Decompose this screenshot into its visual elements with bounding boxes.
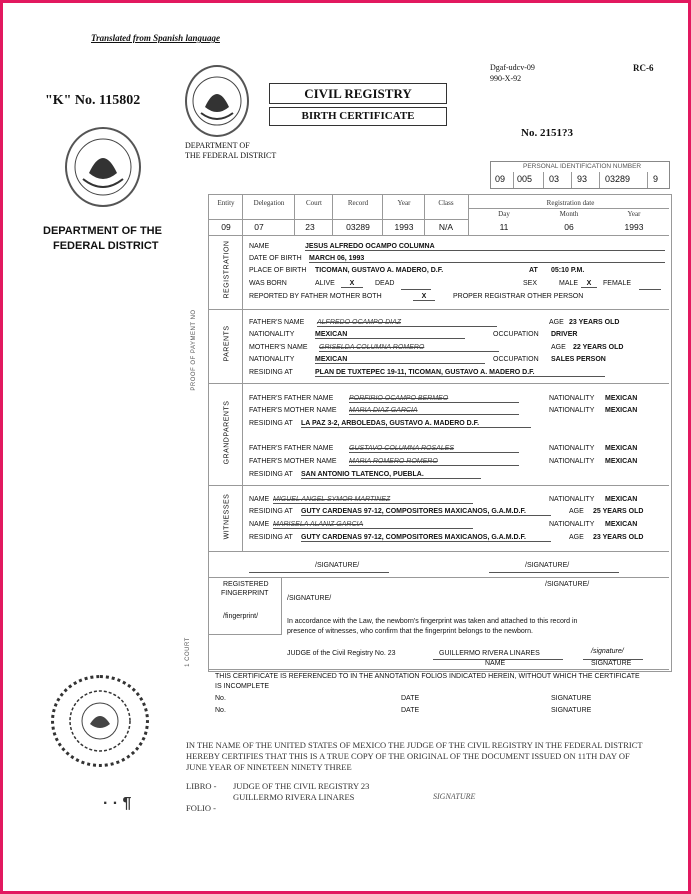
father-age-label: AGE <box>549 319 564 326</box>
civil-registry-title: CIVIL REGISTRY <box>269 83 447 104</box>
father-occ: DRIVER <box>551 331 578 338</box>
gp1-ff-nat: MEXICAN <box>605 395 638 402</box>
dept-big-1: DEPARTMENT OF THE <box>43 225 162 237</box>
w1-residing-label: RESIDING AT <box>249 508 293 515</box>
ref-code-1: Dgaf-udcv-09 <box>490 63 535 72</box>
reg-name-value: JESUS ALFREDO OCAMPO COLUMNA <box>305 243 665 251</box>
alive-label: ALIVE <box>315 280 335 287</box>
pin-entity: 09 <box>495 174 506 184</box>
val-entity: 09 <box>221 222 231 232</box>
footer-p1: IN THE NAME OF THE UNITED STATES OF MEXICO THE JUDGE OF THE CIVIL REGISTRY IN THE FEDERAL DISTRICT <box>186 740 643 750</box>
gp1-fm-nat: MEXICAN <box>605 407 638 414</box>
hdr-class: Class <box>438 199 454 207</box>
w2-nat: MEXICAN <box>605 521 638 528</box>
pob-value: TICOMAN, GUSTAVO A. MADERO, D.F. <box>315 267 444 274</box>
w1-residing-value: GUTY CARDENAS 97-12, COMPOSITORES MAXICANOS, G.A.M.D.F. <box>301 508 551 516</box>
gp2-fm-nat-label: NATIONALITY <box>549 458 595 465</box>
judge-signature: /signature/ <box>591 648 624 655</box>
hdr-day: Day <box>498 210 510 218</box>
footer-signature: SIGNATURE <box>433 792 476 801</box>
dead-label: DEAD <box>375 280 395 287</box>
w2-residing-value: GUTY CARDENAS 97-12, COMPOSITORES MAXICANOS, G.A.M.D.F. <box>301 534 551 542</box>
section-grandparents: GRANDPARENTS <box>223 400 231 465</box>
male-label: MALE <box>559 280 579 287</box>
national-seal-top <box>185 65 249 137</box>
mother-nat-value: MEXICAN <box>315 356 485 364</box>
at-value: 05:10 P.M. <box>551 267 585 274</box>
gp2-ff-value: GUSTAVO COLUMNA ROSALES <box>349 445 519 453</box>
name-caption: NAME <box>485 660 506 667</box>
w2-nat-label: NATIONALITY <box>549 521 595 528</box>
birth-certificate-title: BIRTH CERTIFICATE <box>269 107 447 126</box>
gp2-residing-label: RESIDING AT <box>249 471 293 478</box>
parents-residing-label: RESIDING AT <box>249 369 293 376</box>
dept-small-1: DEPARTMENT OF <box>185 141 250 150</box>
footer-judge: JUDGE OF THE CIVIL REGISTRY 23 <box>233 781 370 791</box>
val-delegation: 07 <box>254 222 264 232</box>
female-label: FEMALE <box>603 280 632 287</box>
gp2-fm-label: FATHER'S MOTHER NAME <box>249 458 337 465</box>
born-label: WAS BORN <box>249 280 287 287</box>
gp2-residing-value: SAN ANTONIO TLATENCO, PUEBLA. <box>301 471 481 479</box>
fp-value: /fingerprint/ <box>223 613 259 620</box>
sex-label: SEX <box>523 280 538 287</box>
val-record: 03289 <box>346 222 370 232</box>
reg-name-label: NAME <box>249 243 270 250</box>
mother-nat-label: NATIONALITY <box>249 356 295 363</box>
val-year: 1993 <box>394 222 414 232</box>
w2-residing-label: RESIDING AT <box>249 534 293 541</box>
reported-by: REPORTED BY FATHER MOTHER BOTH <box>249 293 382 300</box>
signature-caption: SIGNATURE <box>591 660 632 667</box>
hdr-court: Court <box>306 199 322 207</box>
hdr-yr: Year <box>627 210 641 218</box>
fp-label-2: FINGERPRINT <box>221 590 269 597</box>
val-day: 11 <box>499 222 509 232</box>
annotation-date-2: DATE <box>401 707 420 714</box>
annotation-sig-2: SIGNATURE <box>551 707 592 714</box>
father-age: 23 YEARS OLD <box>569 319 620 326</box>
hdr-reg-date: Registration date <box>546 199 595 207</box>
pin-check: 9 <box>653 174 659 184</box>
mother-occ-label: OCCUPATION <box>493 356 539 363</box>
section-registration: REGISTRATION <box>223 240 231 299</box>
gp2-ff-nat-label: NATIONALITY <box>549 445 595 452</box>
sig-3: /SIGNATURE/ <box>545 581 590 588</box>
father-name-label: FATHER'S NAME <box>249 319 305 326</box>
law-text-1: In accordance with the Law, the newborn's fingerprint was taken and attached to this record in <box>287 618 578 625</box>
sig-4: /SIGNATURE/ <box>287 595 332 602</box>
section-witnesses: WITNESSES <box>223 493 231 540</box>
father-nat-value: MEXICAN <box>315 331 465 339</box>
annotation-date-1: DATE <box>401 695 420 702</box>
annotation-line-1: THIS CERTIFICATE IS REFERENCED TO IN THE ANNOTATION FOLIOS INDICATED HEREIN, WITHOUT WHICH THE CERTIFICATE <box>215 673 640 680</box>
both-mark: X <box>413 293 435 301</box>
pin-year: 93 <box>577 174 588 184</box>
gp1-fm-nat-label: NATIONALITY <box>549 407 595 414</box>
rc-code: RC-6 <box>633 63 654 73</box>
footer-p2: HEREBY CERTIFIES THAT THIS IS A TRUE COPY OF THE ORIGINAL OF THE DOCUMENT ISSUED ON 11TH DAY OF <box>186 751 630 761</box>
translated-note: Translated from Spanish language <box>91 33 220 43</box>
law-text-2: presence of witnesses, who confirm that the fingerprint belongs to the newborn. <box>287 628 533 635</box>
gp2-ff-nat: MEXICAN <box>605 445 638 452</box>
w1-nat-label: NATIONALITY <box>549 496 595 503</box>
hdr-year: Year <box>397 199 411 207</box>
dept-small-2: THE FEDERAL DISTRICT <box>185 151 277 160</box>
gp2-ff-label: FATHER'S FATHER NAME <box>249 445 334 452</box>
hdr-delegation: Delegation <box>253 199 285 207</box>
father-occ-label: OCCUPATION <box>493 331 539 338</box>
judge-line: JUDGE of the Civil Registry No. 23 <box>287 650 396 657</box>
father-nat-label: NATIONALITY <box>249 331 295 338</box>
at-label: AT <box>529 267 538 274</box>
sig-1: /SIGNATURE/ <box>315 562 360 569</box>
proof-of-payment: PROOF OF PAYMENT NO <box>191 309 197 391</box>
footer-folio: FOLIO - <box>186 803 216 813</box>
mother-occ: SALES PERSON <box>551 356 606 363</box>
alive-mark: X <box>341 280 363 288</box>
footer-judge-name: GUILLERMO RIVERA LINARES <box>233 792 355 802</box>
w1-nat: MEXICAN <box>605 496 638 503</box>
footer-libro: LIBRO - <box>186 781 217 791</box>
footer-p3: JUNE YEAR OF NINETEEN NINETY THREE <box>186 762 352 772</box>
w2-age-label: AGE <box>569 534 584 541</box>
hdr-record: Record <box>347 199 369 207</box>
annotation-line-2: IS INCOMPLETE <box>215 683 270 690</box>
fp-label-1: REGISTERED <box>223 581 269 588</box>
gp2-fm-value: MARIA ROMERO ROMERO <box>349 458 519 466</box>
gp1-ff-label: FATHER'S FATHER NAME <box>249 395 334 402</box>
pin-box <box>490 161 670 189</box>
sig-2: /SIGNATURE/ <box>525 562 570 569</box>
val-class: N/A <box>438 222 454 232</box>
gp2-fm-nat: MEXICAN <box>605 458 638 465</box>
pin-court: 03 <box>549 174 560 184</box>
judge-name: GUILLERMO RIVERA LINARES <box>439 650 540 657</box>
reported-tail: PROPER REGISTRAR OTHER PERSON <box>453 293 584 300</box>
annotation-sig-1: SIGNATURE <box>551 695 592 702</box>
male-mark: X <box>581 280 597 288</box>
annotation-no-1: No. <box>215 695 226 702</box>
gp1-fm-value: MARIA DIAZ GARCIA <box>349 407 519 415</box>
mother-age: 22 YEARS OLD <box>573 344 624 351</box>
parents-residing-value: PLAN DE TUXTEPEC 19-11, TICOMAN, GUSTAVO A. MADERO D.F. <box>315 369 605 377</box>
ref-code-2: 990-X-92 <box>490 74 522 83</box>
pob-label: PLACE OF BIRTH <box>249 267 307 274</box>
dob-value: MARCH 06, 1993 <box>309 255 665 263</box>
annotation-no-2: No. <box>215 707 226 714</box>
gp1-residing-label: RESIDING AT <box>249 420 293 427</box>
certificate-number: No. 2151?3 <box>521 127 573 139</box>
gp1-fm-label: FATHER'S MOTHER NAME <box>249 407 337 414</box>
pin-record: 03289 <box>605 174 631 184</box>
w1-age-label: AGE <box>569 508 584 515</box>
w2-name-label: NAME <box>249 521 270 528</box>
mother-name-value: GRISELDA COLUMNA ROMERO <box>319 344 499 352</box>
w1-name-label: NAME <box>249 496 270 503</box>
dob-label: DATE OF BIRTH <box>249 255 302 262</box>
national-seal-left <box>65 127 141 207</box>
pin-label: PERSONAL IDENTIFICATION NUMBER <box>523 163 642 170</box>
court-label: 1 COURT <box>185 637 191 667</box>
mother-name-label: MOTHER'S NAME <box>249 344 308 351</box>
w1-age: 25 YEARS OLD <box>593 508 644 515</box>
registry-stamp <box>51 675 149 767</box>
hdr-entity: Entity <box>217 199 235 207</box>
dept-big-2: FEDERAL DISTRICT <box>53 240 159 252</box>
section-parents: PARENTS <box>223 325 231 362</box>
gp1-residing-value: LA PAZ 3-2, ARBOLEDAS, GUSTAVO A. MADERO D.F. <box>301 420 531 428</box>
val-month: 06 <box>564 222 574 232</box>
father-name-value: ALFREDO OCAMPO DIAZ <box>317 319 497 327</box>
gp1-ff-nat-label: NATIONALITY <box>549 395 595 402</box>
gp1-ff-value: PORFIRIO OCAMPO BERMEO <box>349 395 519 403</box>
mother-age-label: AGE <box>551 344 566 351</box>
val-court: 23 <box>305 222 315 232</box>
k-number: "K" No. 115802 <box>45 93 141 108</box>
handwritten-mark: · · ¶ <box>103 795 132 812</box>
pin-delegation: 005 <box>517 174 533 184</box>
val-yr: 1993 <box>624 222 644 232</box>
w1-name-value: MIGUEL ANGEL SYMOR MARTINEZ <box>273 496 473 504</box>
hdr-month: Month <box>559 210 579 218</box>
w2-age: 23 YEARS OLD <box>593 534 644 541</box>
w2-name-value: MARISELA ALANIZ GARCIA <box>273 521 473 529</box>
